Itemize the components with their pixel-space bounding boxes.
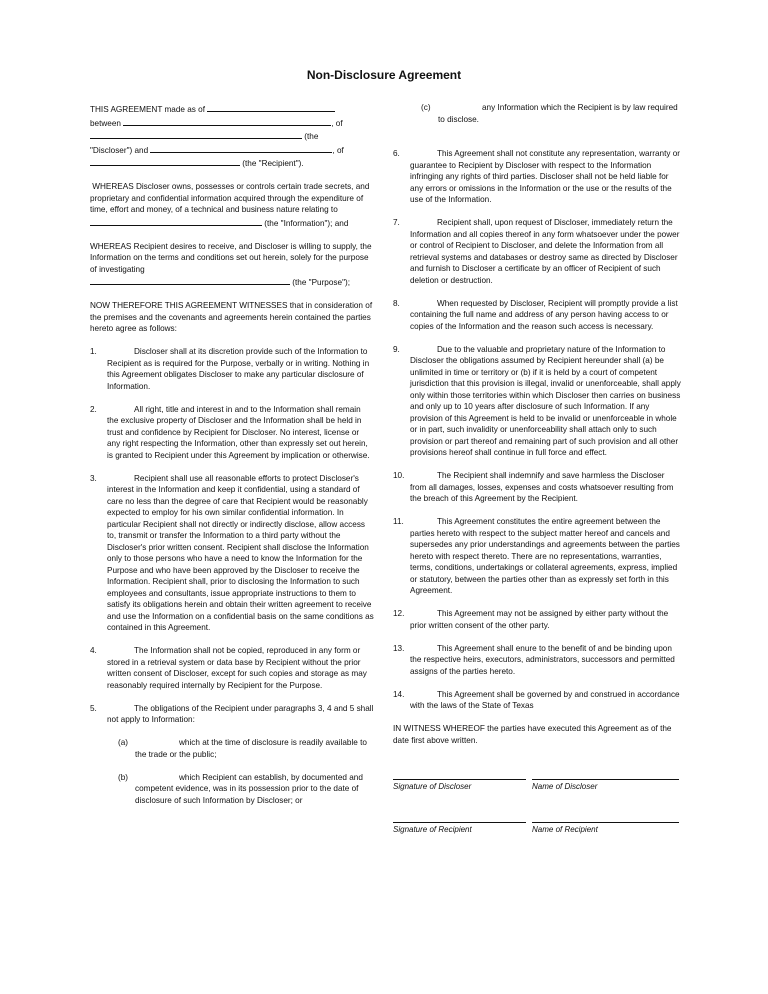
intro-line-4: [90, 143, 374, 157]
made-as-of-text: THIS AGREEMENT made as of: [90, 105, 205, 114]
now-therefore: NOW THEREFORE THIS AGREEMENT WITNESSES that in consideration of the premises and the covenants and agreements herein contained the parties hereto agree as follows:: [90, 301, 373, 333]
left-column: [90, 102, 374, 818]
discloser-and-text: "Discloser") and: [90, 145, 149, 155]
recipient-signature-field[interactable]: [393, 811, 526, 836]
the-text-1: (the: [304, 132, 319, 141]
the-information-text: (the "Information"); and: [264, 218, 349, 228]
date-blank[interactable]: [207, 102, 335, 112]
clause-5: 5. The obligations of the Recipient under paragraphs 3, 4 and 5 shall not apply to Information:: [90, 703, 374, 724]
right-column: [393, 102, 683, 853]
intro-line-3: [90, 129, 374, 143]
intro-line-2: [90, 116, 374, 130]
intro-line-5: [90, 156, 374, 170]
subclause-c: (c) any Information which the Recipient is by law required to disclose.: [421, 103, 678, 124]
of-text-2: , of: [332, 145, 344, 155]
purpose-line: [90, 275, 374, 289]
page-title: Non-Disclosure Agreement: [306, 68, 462, 82]
recipient-signature-row: [393, 811, 683, 836]
clause-4: 4. The Information shall not be copied, reproduced in any form or stored in a retrieval system or data base by Recipient without the prior written consent of Discloser, except for such copies and storage as may reasonably required internally by Recipient for the Purpose.: [90, 646, 367, 690]
the-recipient-text: (the "Recipient").: [242, 159, 304, 168]
clause-9: 9. Due to the valuable and proprietary nature of the Information to Discloser the obligations assumed by Recipient hereunder shall (a) be unlimited in time or territory or (b) if it is held by a court of competent jurisdiction that this provision is illegal, invalid or unenforceable, shall apply only within those territories within which Discloser then carries on business and only up to 10 years after disclosure of such Information. If any provision of this Agreement is held to be invalid or unenforceable in whole or in part, such invalidity or unenforceability shall attach only to such provision or part thereof and remaining part of such provision and all other provisions hereof shall continue in full force and effect.: [393, 344, 681, 457]
between-text: between: [90, 118, 121, 128]
recipient-address-blank[interactable]: [90, 156, 240, 166]
signature-of-recipient-label: Signature of Recipient: [393, 824, 472, 834]
discloser-name-field[interactable]: [532, 768, 679, 793]
recipient-name-field[interactable]: [532, 811, 679, 836]
discloser-address-blank[interactable]: [90, 129, 302, 139]
clause-10: 10. The Recipient shall indemnify and save harmless the Discloser from all damages, losses, expenses and costs whatsoever resulting from the breach of this Agreement by the Recipient.: [393, 471, 674, 503]
clause-12: 12. This Agreement may not be assigned by either party without the prior written consent of the other party.: [393, 609, 669, 630]
discloser-signature-row: [393, 768, 683, 793]
clause-3: 3. Recipient shall use all reasonable efforts to protect Discloser's interest in the Information and keep it confidential, using a standard of care no less than the degree of care that Recipient would be reasonably expected to employ for his own similar confidential information. In particular Recipient shall not directly or indirectly disclose, allow access to, transmit or transfer the Information to a third party without the Discloser's prior written consent. Recipient shall disclose the Information only to those persons who have a need to know the Information for the Purpose and who have been approved by the Discloser to receive the Information. Recipient shall, prior to disclosing the Information to such employees and consultants, issue appropriate instructions to them to satisfy its obligations herein and obtain their written agreement to receive and use the Information on a confidential basis on the same conditions as contained in this Agreement.: [90, 473, 374, 632]
witness-text: IN WITNESS WHEREOF the parties have executed this Agreement as of the date first above written.: [393, 724, 672, 745]
the-purpose-text: (the "Purpose");: [292, 278, 350, 287]
signature-of-discloser-label: Signature of Discloser: [393, 782, 472, 791]
intro-line-1: [90, 102, 374, 116]
clause-1: 1. Discloser shall at its discretion provide such of the Information to Recipient as is required for the Purpose, verbally or in writing. Nothing in this Agreement obligates Discloser to make any particular disclosure of Information.: [90, 347, 370, 391]
name-of-discloser-label: Name of Discloser: [532, 782, 598, 791]
name-of-recipient-label: Name of Recipient: [532, 824, 598, 834]
subclause-a: (a) which at the time of disclosure is readily available to the trade or the public;: [118, 738, 367, 759]
information-blank[interactable]: [90, 216, 262, 226]
purpose-blank[interactable]: [90, 275, 290, 285]
whereas-2: WHEREAS Recipient desires to receive, and Discloser is willing to supply, the Information on the terms and conditions set out herein, solely for the purpose of investigating: [90, 241, 372, 274]
clause-13: 13. This Agreement shall enure to the benefit of and be binding upon the respective heirs, executors, administrators, successors and permitted assigns of the parties hereto.: [393, 643, 675, 676]
clause-14: 14. This Agreement shall be governed by and construed in accordance with the laws of the State of Texas: [393, 689, 680, 710]
subclause-b: (b) which Recipient can establish, by documented and competent evidence, was in its possession prior to the date of disclosure of such Information by Discloser; or: [118, 772, 363, 805]
whereas-1: WHEREAS Discloser owns, possesses or controls certain trade secrets, and proprietary and confidential information acquired through the expenditure of time, effort and money, of a technical and business nature relating to: [90, 182, 370, 214]
signature-block: [393, 768, 683, 835]
clause-8: 8. When requested by Discloser, Recipient will promptly provide a list containing the full name and address of any person having access to or copies of the Information and the reason such access is necessary.: [393, 298, 678, 331]
information-line: [90, 216, 374, 230]
clause-2: 2. All right, title and interest in and to the Information shall remain the exclusive property of Discloser and the Information shall be held in trust and confidence by Recipient for Discloser. No interest, license or any right respecting the Information, other than expressly set out herein, is granted to Recipient under this Agreement by implication or otherwise.: [90, 404, 370, 460]
of-text-1: , of: [331, 118, 343, 128]
clause-7: 7. Recipient shall, upon request of Discloser, immediately return the Information and all copies thereof in any form whatsoever under the power or control of Recipient to Discloser, and delete the Information from all retrieval systems and databases or destroy same as directed by Discloser and furnish to Discloser a certificate by an officer of Recipient of such deletion or destruction.: [393, 218, 680, 285]
discloser-name-blank[interactable]: [123, 116, 331, 126]
recipient-name-blank[interactable]: [150, 143, 332, 153]
clause-11: 11. This Agreement constitutes the entire agreement between the parties hereto with respect to the subject matter hereof and cancels and supersedes any prior understandings and agreements between the parties hereto with respect thereto. There are no representations, warranties, terms, conditions, undertakings or collateral agreements, express, implied or statutory, between the parties other than as expressly set forth in this Agreement.: [393, 517, 680, 595]
clause-6: 6. This Agreement shall not constitute any representation, warranty or guarantee to Recipient by Discloser with respect to the Information infringing any rights of third parties. Discloser shall not be held liable for any errors or omissions in the Information or the use or the results of the use of the Information.: [393, 149, 681, 204]
discloser-signature-field[interactable]: [393, 768, 526, 793]
